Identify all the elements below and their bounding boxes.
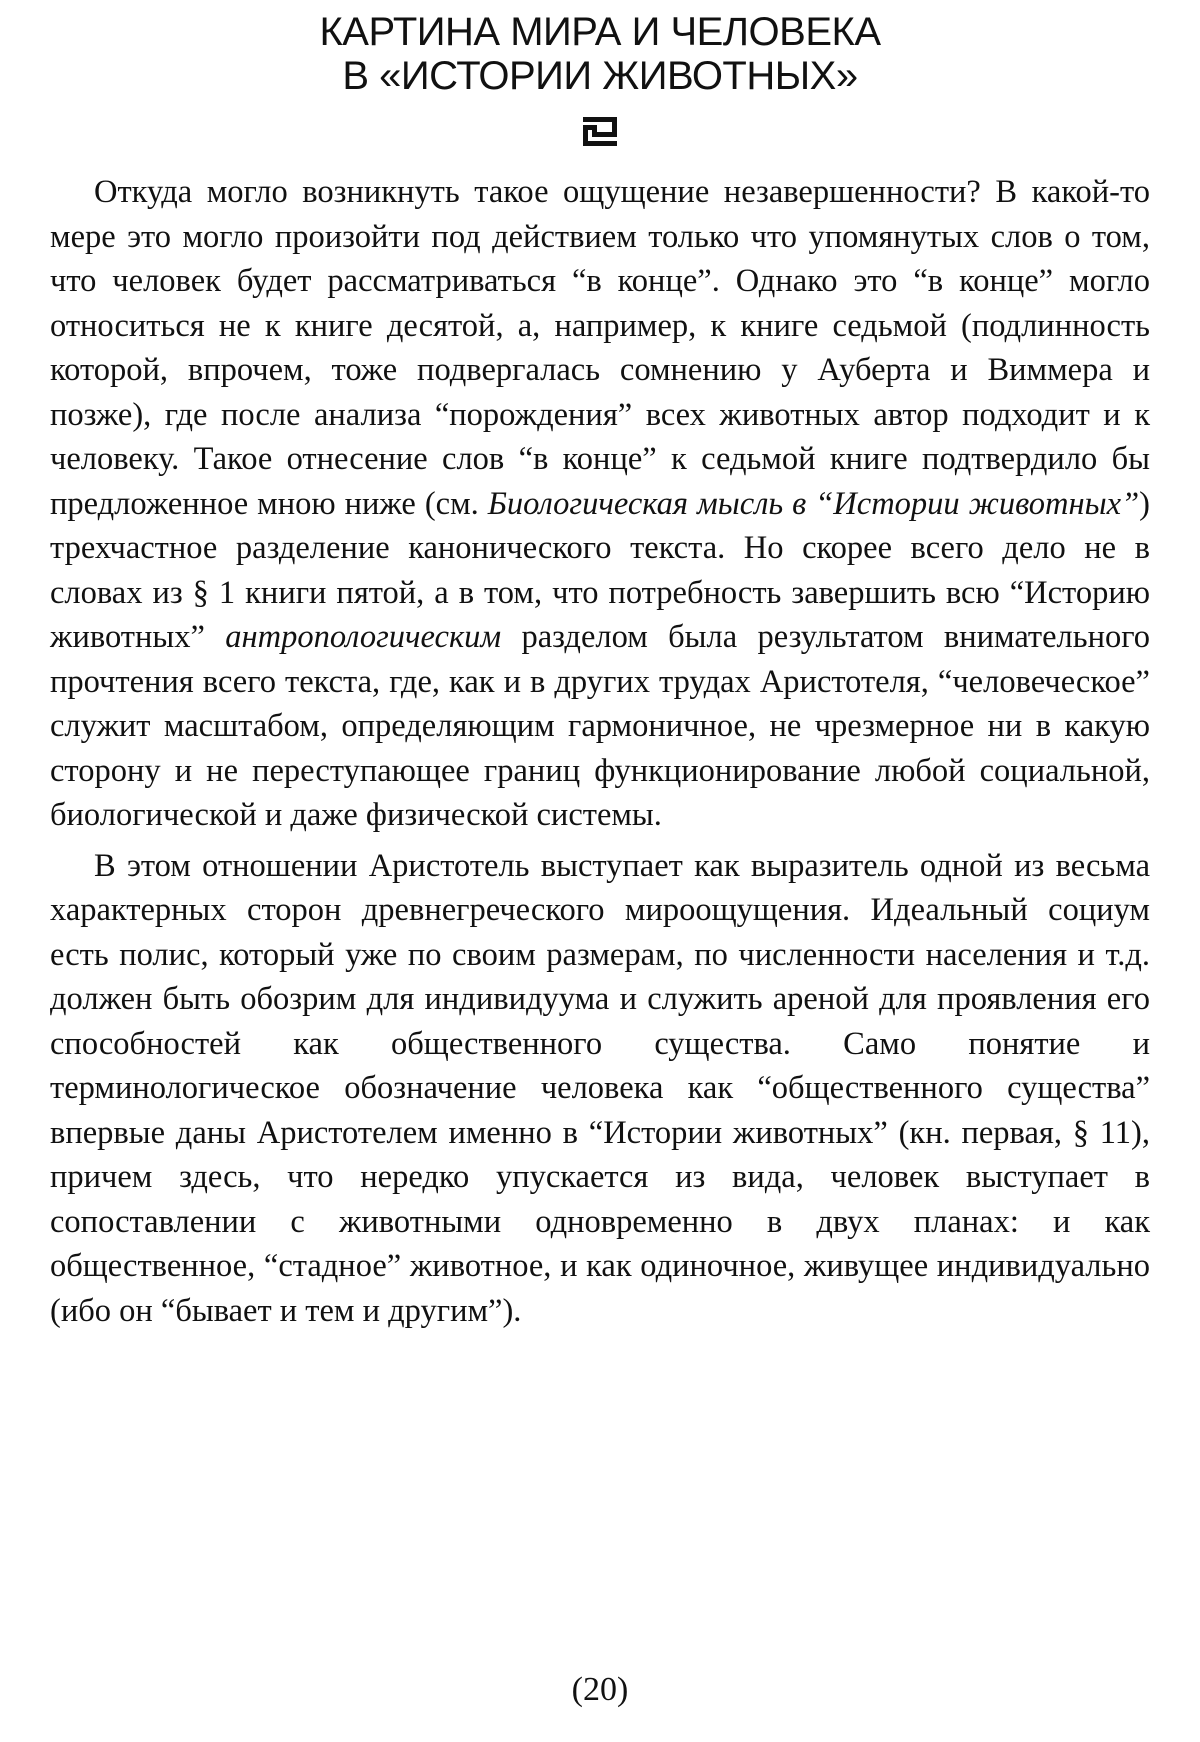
book-page — [50, 0, 1150, 1742]
paragraph-1-part-a: Откуда могло возникнуть такое ощущение незавершенности? В какой-то мере это могло произойти под действием только что упомянутых слов о том, что человек будет рассматриваться “в конце”. Однако это “в конце” могло относиться не к книге десятой, а, например, к книге седьмой (подлинность которой, впрочем, тоже подвергалась сомнению у Ауберта и Виммера и позже), где после анализа “порождения” всех животных автор подходит и к человеку. Такое отнесение слов “в конце” к седьмой книге подтвердило бы предложенное мною ниже (см. — [50, 174, 1150, 522]
body-text — [50, 170, 1150, 1333]
paragraph-1 — [50, 170, 1150, 838]
paragraph-1-italic-reference: Биологическая мысль в “Истории животных” — [487, 485, 1140, 522]
chapter-title-line-1: КАРТИНА МИРА И ЧЕЛОВЕКА — [319, 10, 881, 54]
paragraph-1-part-b: ) трехчастное разделение канонического текста. Но скорее всего дело не в словах из § 1 книги пятой, а в том, что потребность завершить всю “Историю животных” — [50, 485, 1150, 655]
greek-key-ornament-icon — [580, 114, 620, 148]
paragraph-1-part-c: разделом была результатом внимательного прочтения всего текста, где, как и в других трудах Аристотеля, “человеческое” служит масштабом, определяющим гармоничное, не чрезмерное ни в какую сторону и не переступающее границ функционирование любой социальной, биологической и даже физической системы. — [50, 619, 1150, 833]
page-number: (20) — [571, 1671, 629, 1708]
paragraph-2: В этом отношении Аристотель выступает как выразитель одной из весьма характерных сторон древнегреческого мироощущения. Идеальный социум есть полис, который уже по своим размерам, по численности населения и т.д. должен быть обозрим для индивидуума и служить ареной для проявления его способностей как общественного существа. Само понятие и терминологическое обозначение человека как “общественного существа” впервые даны Аристотелем именно в “Истории животных” (кн. первая, § 11), причем здесь, что нередко упускается из вида, человек выступает в сопоставлении с животными одновременно в двух планах: и как общественное, “стадное” животное, и как одиночное, живущее индивидуально (ибо он “бывает и тем и другим”). — [50, 847, 1150, 1329]
chapter-title-line-2: В «ИСТОРИИ ЖИВОТНЫХ» — [342, 54, 858, 98]
chapter-header — [50, 10, 1150, 148]
paragraph-1-italic-term: антропологическим — [225, 619, 502, 655]
